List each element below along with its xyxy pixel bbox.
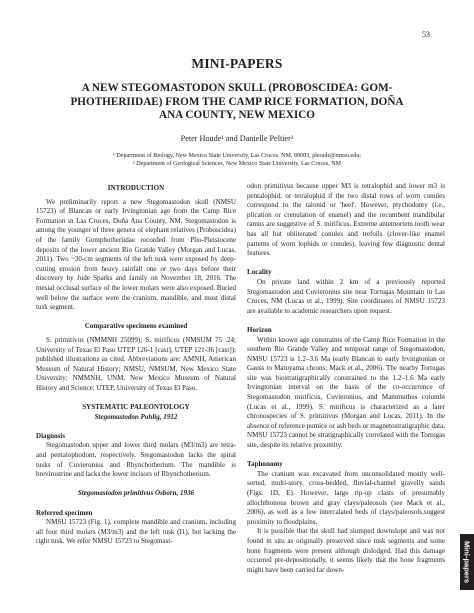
- locality-paragraph: On private land within 2 km of a previously reported Stegomastodon and Cuvieronius site near Tortugas Mountain in Las Cruces, NM (Lucas et al., 1999). Site coordinates of NMSU 15723 are available to academic researchers upon request.: [247, 277, 445, 315]
- continued-paragraph: odon primitivus because upper M3 is tetralophid and lower m3 is pentalophid, or tetralophid if the two distal rows of worn conules correspond to the talonid or 'heel'. However, ptychodonty (i.e., plication or crenulation of enamel) and the recumbent mandibular ramus are suggestive of S. mirificus. Extreme antemortem tooth wear has all but obliterated conules and trefoils (clover-like enamel patterns of worn lophids or conules), leaving few diagnostic dental features.: [247, 182, 445, 258]
- affiliation-2: ² Department of Geological Sciences, New Mexico State University, Las Cruces, NM: [132, 161, 342, 168]
- diagnosis-paragraph: Stegomastodon upper and lower third molars (M3/m3) are tetra- and pentalophodont, respectively. Stegomastodon lacks the spiral tusks of Cuvieronius and Rhynchotherium. The mandible is brevirostrine and lacks the lower incisors of Rhynchotherium.: [36, 441, 236, 479]
- introduction-paragraph: We preliminarily report a new Stegomastodon skull (NMSU 15723) of Blancan or early Irvingtonian age from the Camp Rice Formation in Las Cruces, Doña Ana County, NM. Stegomastodon is among the younger of three genera of elephant relatives (Proboscidea) of the family Gomphotheriidae recorded from Plio-Pleistocene deposits of the lower ancient Rio Grande Valley (Morgan and Lucas, 2011). Two ~30-cm segments of the left tusk were exposed by deep-cutting erosion from heavy rainfall one or two days before their discovery by Jude Sparks and family on November 18, 2016. The mesial occlusal surface of the lower molars were also exposed. Buried well below the surface were the cranium, mandible, and most distal tusk segment.: [36, 197, 236, 312]
- affiliation-1: ¹ Department of Biology, New Mexico State University, Las Cruces, NM, 88003, phoude@nmsu.edu;: [113, 153, 361, 159]
- systematic-paleontology-heading: SYSTEMATIC PALEONTOLOGY: [82, 403, 190, 412]
- affiliations: [60, 152, 414, 168]
- author-list: Peter Houde¹ and Danielle Peltier²: [180, 134, 294, 143]
- referred-specimen-paragraph: NMSU 15723 (Fig. 1), complete mandible and cranium, including all four third molars (M3/m3) and the left tusk (I1), but lacking the right tusk. We refer NMSU 15723 to Stegomast-: [36, 518, 236, 546]
- taphonomy-heading: Taphonomy: [247, 460, 283, 469]
- taphonomy-paragraph-1: The cranium was excavated from unconsolidated mostly well-sorted, multi-story, cross-bedded, fluvial-channel gravelly sands (Figs. 1D, E). However, large rip-up clasts of presumably allochthonous brown and gray clays/paleosols (see Mack et al., 2006), as well as a few intercalated beds of clays/paleosols,suggest proximity to floodplains.: [247, 469, 445, 526]
- taphonomy-paragraph-2: It is possible that the skull had slumped downslope and was not found in situ as originally preserved since tusk segments and some bone fragments were present although dislodged. Had this damage occurred pre-depositionally, it seems likely that the bone fragments might have been carried far down-: [247, 527, 445, 574]
- page-number: 53: [422, 30, 430, 39]
- section-label: MINI-PAPERS: [191, 56, 283, 71]
- article-title-line-3: ANA COUNTY, NEW MEXICO: [158, 109, 316, 122]
- comparative-specimens-heading: Comparative specimens examined: [84, 322, 188, 331]
- genus-heading: Stegomastodon Pohlig, 1912: [94, 412, 178, 421]
- horizon-heading: Horizon: [247, 325, 272, 334]
- referred-specimen-heading: Referred specimen: [36, 508, 93, 517]
- introduction-heading: INTRODUCTION: [107, 184, 165, 192]
- right-column: [247, 182, 445, 575]
- left-column: [36, 184, 236, 547]
- species-heading: Stegomastodon primitivus Osborn, 1936: [77, 489, 195, 498]
- article-title: [40, 82, 434, 123]
- article-title-line-1: A NEW STEGOMASTODON SKULL (PROBOSCIDEA: GOM-: [81, 82, 393, 94]
- article-title-line-2: PHOTHERIIDAE) FROM THE CAMP RICE FORMATION, DOÑA: [70, 95, 404, 108]
- diagnosis-heading: Diagnosis: [36, 431, 65, 440]
- locality-heading: Locality: [247, 268, 272, 277]
- comparative-specimens-paragraph: S. primitivus (NMMNH 25099); S. mirificus (NMSUM 75 .24; University of Texas El Paso UTEP 126-1 [cast], UTEP 121-36 [cast]); published illustrations as cited. Abbreviations are: AMNH, American Museum of Natural History; NMSU, NMSUM, New Mexico State University; NMMNH, UNM, New Mexico Museum of Natural History and Science; UTEP, University of Texas El Paso.: [36, 335, 236, 392]
- horizon-paragraph: Within known age constraints of the Camp Rice Formation in the southern Rio Grande Valley and temporal range of Stegomastodon, NMSU 15723 is 1.2–3.6 Ma (early Blancan to early Irvingtonian or Gauss to Matuyama chrons; Mack et al., 2006). The nearby Tortugas site was biostratigraphically constrained to the 1.2–1.6 Ma early Irvingtonian interval on the basis of the co-occurrence of Stegomastodon mirificus, Cuvieronius, and Mammuthus columbi (Lucas et al., 1999). S. mirificus is characterized as a later chronospecies of S. primitivus (Morgan and Lucas, 2011). In the absence of reference pumice or ash beds or magnetostratigraphic data, NMSU 15723 cannot be stratigraphically correlated with the Tortugas site, despite its relative proximity.: [247, 335, 446, 450]
- side-tab-label: Mini-papers: [462, 540, 472, 584]
- section-side-tab: [460, 534, 474, 590]
